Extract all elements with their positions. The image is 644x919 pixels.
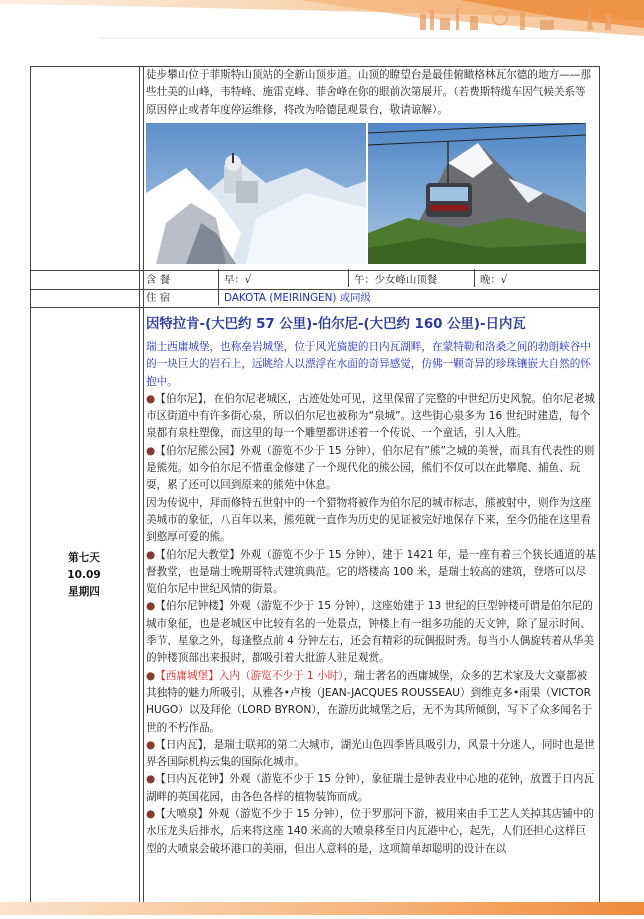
bullet-icon: ● — [146, 600, 156, 613]
day-cell — [57, 550, 111, 601]
list-item — [146, 598, 596, 667]
intro-paragraph: 徒步攀山位于菲斯特山顶站的全新山顶步道。山顶的瞭望台是最佳俯瞰格林瓦尔德的地方——那些壮美的山峰，韦特峰、施雷克峰、菲舍峰在你的眼前次第展开。（若费斯特缆车因气候关系等原因停止或者年度停运维修，将改为哈德昆观景台，敬请谅解）。 — [146, 69, 591, 116]
item-text: 外观（游览不少于 15 分钟），象征瑞士是钟表业中心地的花钟，放置于日内瓦湖畔的英国花园，由各色各样的植物装饰而成。 — [146, 773, 594, 803]
item-heading: 【大喷泉】 — [155, 808, 209, 821]
day-date: 10.09 — [67, 569, 101, 581]
list-item — [146, 547, 596, 599]
meals-lodging-table — [142, 269, 600, 306]
jungfraujoch-observatory-photo — [146, 123, 366, 264]
item-text: 外观（游览不少于 15 分钟），伯尔尼有”熊”之城的美誉，而具有代表性的则是熊苑。如今伯尔尼不惜重金修建了一个现代化的熊公园，熊们不仅可以在此攀爬、捕鱼、玩耍，累了还可以回到原来的熊苑中休息。 — [146, 444, 595, 492]
item-text: ，瑞士著名的西庸城堡，众多的艺术家及大文豪都被其独特的魅力所吸引，从雅各•卢梭（JEAN-JACQUES ROUSSEAU）到维克多•雨果（VICTOR HUGO）以及拜伦（LORD BYRON），在游历此城堡之后，无不为其所倾倒，写下了众多闻名于世的不朽作品。 — [146, 669, 593, 734]
bullet-icon: ● — [146, 773, 156, 786]
list-item — [146, 668, 596, 737]
dinner-value: 晚：√ — [480, 274, 508, 286]
lodging-value: DAKOTA (MEIRINGEN) 或同级 — [224, 292, 371, 304]
header-banner-graphic — [0, 0, 644, 40]
item-text: 外观（游览不少于 15 分钟），建于 1421 年，是一座有着三个狭长通道的基督教堂，也是瑞士晚期哥特式建筑典范。它的塔楼高 100 米，是瑞士较高的建筑，登塔可以尽览伯尔尼中世纪风情的街景。 — [146, 548, 596, 596]
lodging-label: 住 宿 — [146, 292, 171, 304]
list-item — [146, 443, 596, 495]
item-heading: 【伯尔尼熊公园】 — [155, 444, 240, 457]
item-text: 外观（游览不少于 15 分钟），位于罗那河下游，被用来由手工艺人关掉其店铺中的水压龙头后排水，后来将这座 140 米高的大喷泉移至日内瓦港中心，起先，人们还担心这样巨型的大喷泉会破坏港口的美丽，但出人意料的是，这项简单却聪明的设计在以 — [146, 808, 594, 855]
list-item — [146, 806, 596, 858]
table-divider — [31, 307, 599, 308]
summary-paragraph: 瑞士西庸城堡，也称垒岩城堡，位于风光旖旎的日内瓦湖畔，在蒙特勒和洛桑之间的勃朗峡谷中的一块巨大的岩石上，远眺给人以漂浮在水面的奇异感觉，仿佛一颗奇异的珍珠镶嵌大自然的怀抱中。 — [146, 341, 591, 388]
item-text: ，在伯尔尼老城区，古迹处处可见，这里保留了完整的中世纪历史风貌。伯尔尼老城市区街道中有许多街心泉，所以伯尔尼也被称为“泉城”。这些街心泉多为 16 世纪时建造，每个泉都有泉柱塑像，而这里的每一个雕塑都讲述着一个传说、一个童话，引人入胜。 — [146, 392, 595, 440]
route-title: 因特拉肯-(大巴约 57 公里)-伯尔尼-(大巴约 160 公里)-日内瓦 — [146, 317, 526, 332]
table-divider — [139, 67, 140, 905]
bullet-icon: ● — [146, 392, 156, 405]
item-text: ，是瑞士联邦的第二大城市，湖光山色四季皆具吸引力，风景十分迷人，同时也是世界各国际机构云集的国际化城市。 — [146, 738, 595, 769]
table-divider — [348, 269, 349, 287]
bullet-icon: ● — [146, 444, 156, 457]
item-heading: 【伯尔尼钟楼】 — [155, 600, 230, 613]
item-heading: 【日内瓦】 — [155, 738, 203, 751]
bullet-icon: ● — [146, 738, 156, 751]
table-divider — [474, 269, 475, 287]
footer-band — [0, 900, 644, 913]
bullet-icon: ● — [146, 808, 156, 821]
item-text: 因为传说中，拜而修特五世射中的一个猎物将被作为伯尔尼的城市标志，熊被射中，则作为这座美城市的象征，八百年以来，熊苑就一直作为历史的见证被完好地保存下来，至今仍能在这里看到憨厚可爱的熊。 — [146, 496, 591, 544]
lodging-row — [142, 287, 600, 305]
item-heading: 【日内瓦花钟】 — [155, 773, 230, 786]
list-item — [146, 737, 596, 772]
table-divider — [143, 67, 144, 905]
item-heading: 【伯尔尼大教堂】 — [155, 548, 240, 561]
item-text: 外观（游览不少于 15 分钟），这座始建于 13 世纪的巨型钟楼可谓是伯尔尼的城市象征，也是老城区中比较有名的一处景点，钟楼上有一组多功能的天文钟，除了显示时间、季节、星象之外，每逢整点前 4 分钟左右，还会有精彩的玩偶报时秀。每当小人偶旋转着从华美的钟楼顶部出来报时，都吸引着大批游人驻足观赏。 — [146, 600, 594, 665]
item-heading: 【西庸城堡】 — [155, 669, 219, 682]
item-heading: 【伯尔尼】 — [155, 392, 203, 405]
list-item — [146, 771, 596, 806]
day-description — [146, 339, 596, 858]
lunch-value: 午：少女峰山顶餐 — [354, 274, 438, 286]
day-number: 第七天 — [68, 552, 100, 564]
header-banner — [0, 0, 644, 40]
footer-band-graphic — [0, 902, 644, 915]
day-weekday: 星期四 — [68, 586, 100, 598]
list-item — [146, 495, 596, 547]
bullet-icon: ● — [146, 669, 156, 682]
item-visit-note: 入内（游览不少于 1 小时） — [218, 669, 344, 682]
bullet-icon: ● — [146, 548, 156, 561]
first-cable-car-photo — [368, 123, 586, 264]
table-divider — [218, 269, 219, 305]
list-item — [146, 391, 596, 443]
meals-label: 含 餐 — [146, 274, 171, 286]
breakfast-value: 早：√ — [224, 274, 252, 286]
meals-row — [142, 269, 600, 287]
photo-strip — [146, 123, 599, 267]
